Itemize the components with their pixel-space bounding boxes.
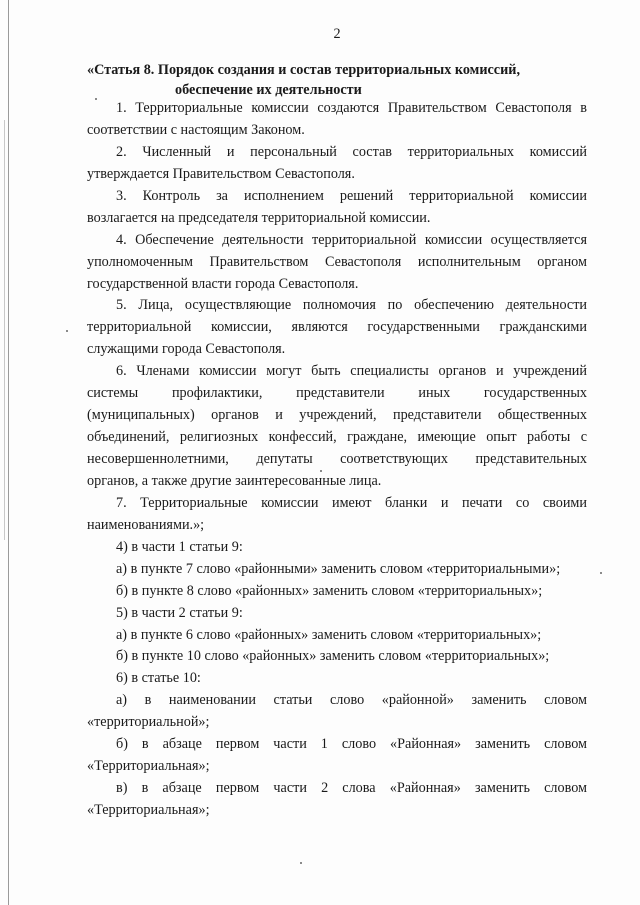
text-line: б) в пункте 8 слово «районных» заменить словом «территориальных»;: [116, 582, 543, 599]
text-line: соответствии с настоящим Законом.: [87, 121, 305, 138]
text-line: б) в абзаце первом части 1 слово «Районная» заменить словом: [116, 736, 587, 753]
text-line: государственной власти города Севастополя.: [87, 275, 359, 292]
text-line: 2. Численный и персональный состав территориальных комиссий: [116, 143, 587, 160]
text-line: 5) в части 2 статьи 9:: [116, 604, 243, 621]
text-line: (муниципальных) органов и учреждений, представители общественных: [87, 407, 587, 424]
text-line: 5. Лица, осуществляющие полномочия по обеспечению деятельности: [116, 297, 587, 314]
text-line: а) в пункте 7 слово «районными» заменить словом «территориальными»;: [116, 560, 561, 577]
text-line: а) в наименовании статьи слово «районной» заменить словом: [116, 692, 587, 709]
scan-edge-line: [8, 0, 9, 905]
text-line: а) в пункте 6 слово «районных» заменить словом «территориальных»;: [116, 626, 542, 643]
text-line: «Территориальная»;: [87, 802, 210, 818]
text-line: территориальной комиссии, являются государственными гражданскими: [87, 319, 587, 336]
text-line: б) в пункте 10 слово «районных» заменить словом «территориальных»;: [116, 648, 550, 665]
text-line: несовершеннолетними, депутаты соответствующих представительных: [87, 451, 587, 467]
text-line: 4. Обеспечение деятельности территориальной комиссии осуществляется: [116, 231, 587, 248]
text-line: «Территориальная»;: [87, 758, 210, 775]
article-text: [87, 98, 587, 822]
text-line: утверждается Правительством Севастополя.: [87, 165, 355, 182]
text-line: наименованиями.»;: [87, 516, 205, 533]
text-line: 1. Территориальные комиссии создаются Правительством Севастополя в: [116, 100, 587, 116]
text-line: в) в абзаце первом части 2 слова «Районная» заменить словом: [116, 780, 587, 797]
text-line: возлагается на председателя территориальной комиссии.: [87, 209, 431, 226]
text-line: органов, а также другие заинтересованные лица.: [87, 472, 382, 489]
text-line: 7. Территориальные комиссии имеют бланки и печати со своими: [116, 494, 587, 511]
text-line: «территориальной»;: [87, 714, 210, 731]
text-line: уполномоченным Правительством Севастополя исполнительным органом: [87, 253, 587, 270]
scan-speck: [600, 572, 602, 574]
text-line: служащими города Севастополя.: [87, 341, 286, 358]
text-line: объединений, религиозных конфессий, граждане, имеющие опыт работы с: [87, 429, 587, 446]
text-line: 6) в статье 10:: [116, 670, 201, 687]
article-title: [87, 60, 587, 100]
page-number: 2: [333, 26, 341, 42]
text-line: 3. Контроль за исполнением решений территориальной комиссии: [116, 187, 587, 204]
article-title-line-1: «Статья 8. Порядок создания и состав территориальных комиссий,: [87, 62, 520, 78]
scan-speck: [300, 862, 302, 864]
scan-edge-line-faint: [4, 120, 5, 540]
text-line: системы профилактики, представители иных государственных: [87, 385, 587, 402]
text-line: 4) в части 1 статьи 9:: [116, 538, 243, 555]
text-line: 6. Членами комиссии могут быть специалисты органов и учреждений: [116, 363, 587, 380]
article-title-line-2: обеспечение их деятельности: [175, 82, 362, 98]
scan-speck: [66, 330, 68, 332]
